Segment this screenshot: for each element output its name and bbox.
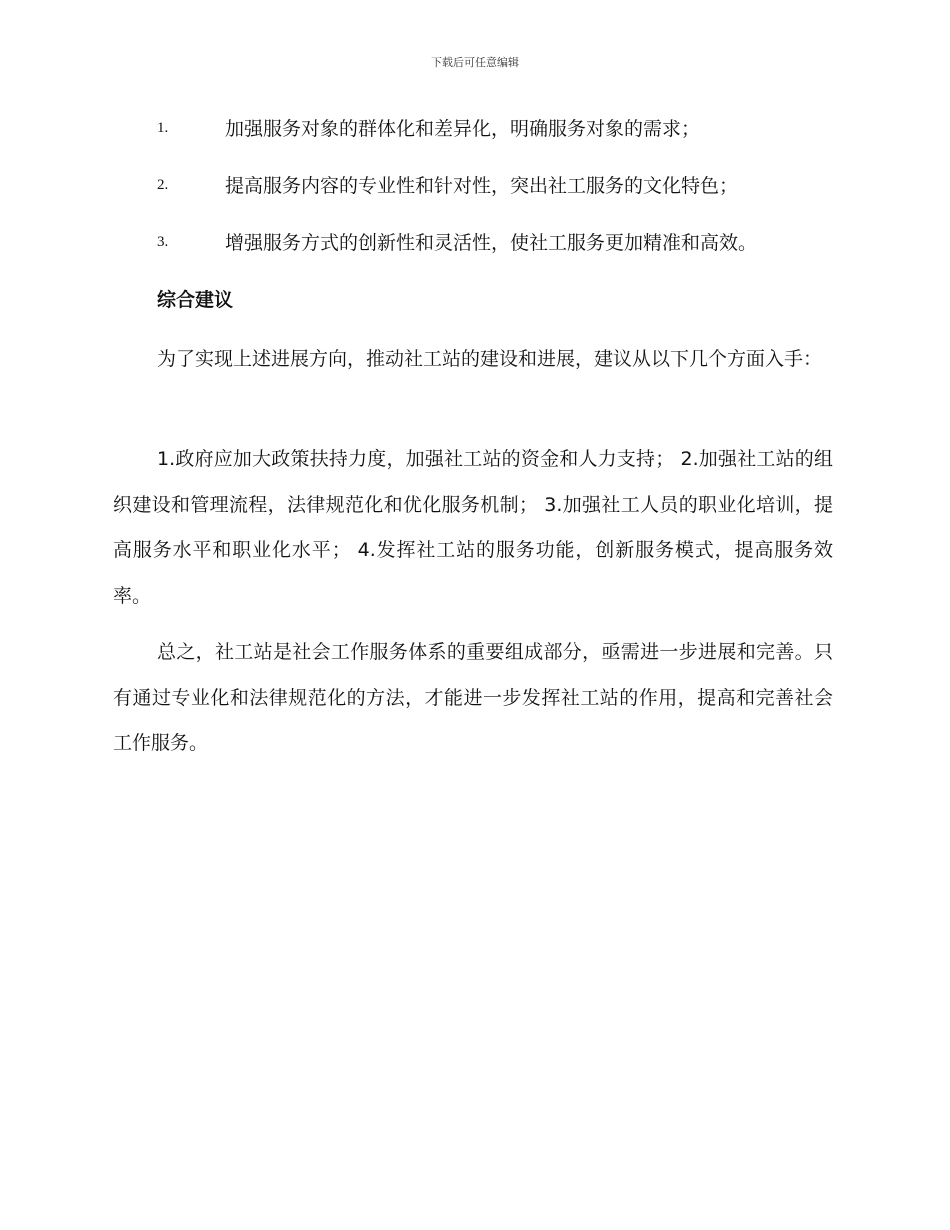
page-header: 下载后可任意编辑 [431,56,519,69]
list-number: 3. [157,234,169,250]
list-item [157,171,837,228]
list-number: 1. [157,120,169,136]
paragraph-conclusion: 总之，社工站是社会工作服务体系的重要组成部分，亟需进一步进展和完善。只有通过专业化和法律规范化的方法，才能进一步发挥社工站的作用，提高和完善社会工作服务。 [113,641,833,754]
list-text: 增强服务方式的创新性和灵活性，使社工服务更加精准和高效。 [225,232,758,254]
paragraph-suggestions: 1.政府应加大政策扶持力度，加强社工站的资金和人力支持； 2.加强社工站的组织建设和管理流程，法律规范化和优化服务机制； 3.加强社工人员的职业化培训，提高服务水平和职业化水平； 4.发挥社工站的服务功能，创新服务模式，提高服务效率。 [113,448,833,607]
list-number: 2. [157,177,169,193]
paragraph-intro: 为了实现上述进展方向，推动社工站的建设和进展，建议从以下几个方面入手： [157,348,823,370]
numbered-list [157,114,837,285]
list-item [157,228,837,285]
list-text: 提高服务内容的专业性和针对性，突出社工服务的文化特色； [225,175,739,197]
list-text: 加强服务对象的群体化和差异化，明确服务对象的需求； [225,118,701,140]
list-item [157,114,837,171]
section-heading: 综合建议 [157,289,234,311]
